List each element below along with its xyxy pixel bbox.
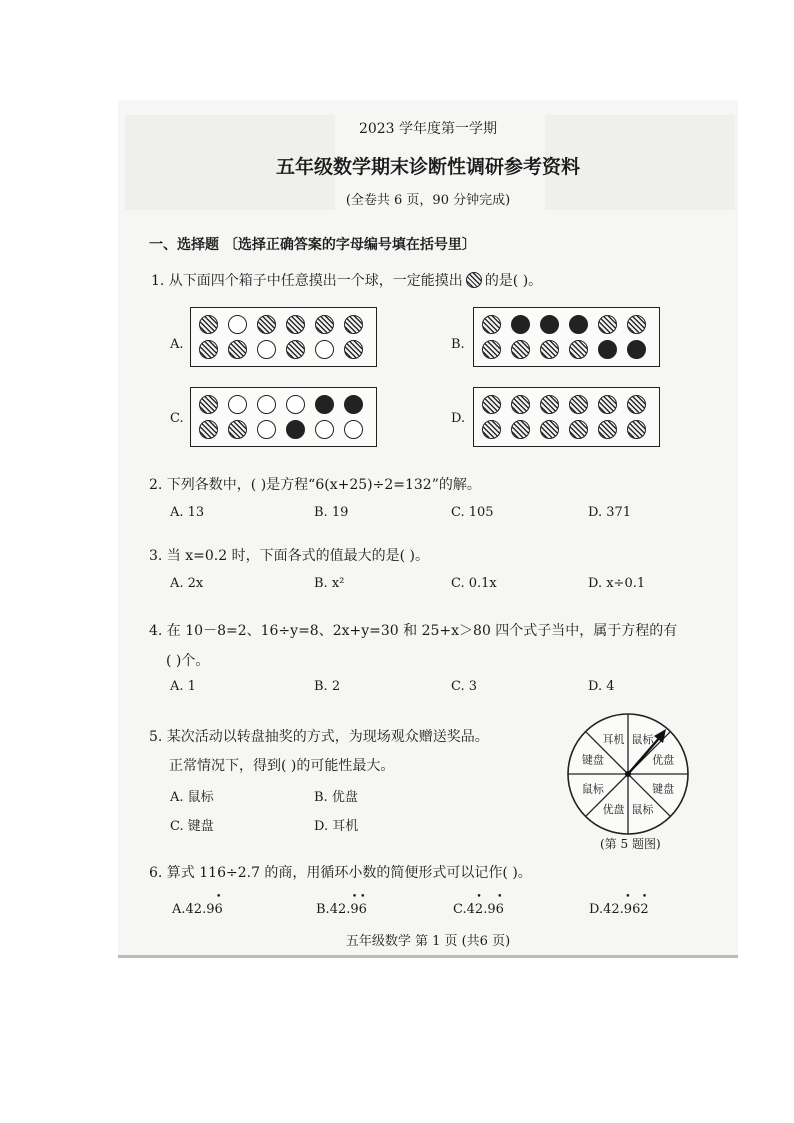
black-ball [315, 395, 334, 414]
q2-option-b: B. 19 [314, 505, 349, 520]
white-ball [228, 395, 247, 414]
striped-ball [257, 315, 276, 334]
striped-ball [228, 420, 247, 439]
repeating-digit: • 6 [214, 902, 222, 917]
q3-option-b: B. x² [314, 576, 345, 591]
black-ball [627, 340, 646, 359]
paper-shadow [118, 955, 738, 958]
striped-ball [344, 315, 363, 334]
page-footer: 五年级数学 第 1 页 (共6 页) [345, 934, 511, 949]
q4-option-c: C. 3 [451, 679, 478, 694]
striped-ball [627, 420, 646, 439]
wheel-hub [625, 771, 631, 777]
digit-group: 42.9 [185, 902, 215, 917]
striped-ball [482, 340, 501, 359]
digit-group: 42. [603, 902, 624, 917]
striped-ball [286, 315, 305, 334]
q6-option [172, 902, 223, 917]
wheel-sector-label: 鼠标 [631, 803, 654, 817]
q5-option-b: B. 优盘 [314, 790, 358, 805]
exam-note: (全卷共 6 页，90 分钟完成) [345, 193, 511, 208]
white-ball [257, 340, 276, 359]
wheel-sector-label: 鼠标 [581, 782, 604, 796]
repeating-digit: • 9 [350, 902, 358, 917]
striped-ball [315, 315, 334, 334]
striped-ball [228, 340, 247, 359]
ball-box [473, 307, 660, 367]
striped-ball [286, 340, 305, 359]
box-label: B. [451, 337, 465, 352]
q3-option-c: C. 0.1x [451, 576, 497, 591]
box-label: A. [170, 337, 184, 352]
q2-option-d: D. 371 [588, 505, 632, 520]
q6-option-letter: B. [316, 902, 330, 917]
striped-ball [482, 420, 501, 439]
striped-ball [344, 340, 363, 359]
striped-ball [482, 395, 501, 414]
question-4-line-2: ( )个。 [166, 653, 210, 669]
q5-option-d: D. 耳机 [314, 819, 359, 834]
white-ball [286, 395, 305, 414]
q6-option [316, 902, 367, 917]
wheel-sector-label: 键盘 [652, 782, 675, 796]
question-5-line-1: 5. 某次活动以转盘抽奖的方式，为现场观众赠送奖品。 [149, 729, 489, 745]
white-ball [315, 340, 334, 359]
striped-ball [511, 340, 530, 359]
striped-ball [540, 395, 559, 414]
digit-group: .9 [483, 902, 496, 917]
striped-ball [627, 315, 646, 334]
striped-ball [511, 395, 530, 414]
page-title: 五年级数学期末诊断性调研参考资料 [275, 156, 580, 178]
repeating-digit: • 2 [475, 902, 483, 917]
ball-box [190, 387, 377, 447]
q5-option-c: C. 键盘 [170, 819, 214, 834]
ball-box [473, 387, 660, 447]
repeating-digit: • 2 [640, 902, 648, 917]
black-ball [598, 340, 617, 359]
white-ball [257, 420, 276, 439]
striped-ball [569, 420, 588, 439]
q2-option-a: A. 13 [170, 505, 205, 520]
striped-ball [598, 395, 617, 414]
question-6: 6. 算式 116÷2.7 的商，用循环小数的简便形式可以记作( )。 [149, 865, 532, 881]
box-label: C. [170, 411, 184, 426]
wheel-sector-label: 耳机 [602, 732, 625, 746]
wheel-sector-label: 键盘 [581, 753, 604, 767]
repeating-digit: • 9 [624, 902, 632, 917]
question-1-text-post: 的是( )。 [484, 273, 543, 289]
repeating-digit: • 6 [496, 902, 504, 917]
q4-option-a: A. 1 [170, 679, 196, 694]
wheel-sector-label: 优盘 [652, 753, 675, 767]
white-ball [257, 395, 276, 414]
striped-ball [540, 340, 559, 359]
striped-ball [482, 315, 501, 334]
digit-group: 4 [466, 902, 475, 917]
striped-ball [199, 420, 218, 439]
prize-wheel [560, 708, 700, 840]
question-2: 2. 下列各数中，( )是方程“6(x+25)÷2=132”的解。 [149, 477, 481, 493]
repeating-digit: • 6 [359, 902, 367, 917]
q6-option [589, 902, 649, 917]
question-5-line-2: 正常情况下，得到( )的可能性最大。 [169, 758, 395, 774]
q6-option-letter: A. [172, 902, 186, 917]
q5-option-a: A. 鼠标 [170, 790, 214, 805]
q6-option [453, 902, 504, 917]
striped-ball [598, 315, 617, 334]
striped-ball [199, 340, 218, 359]
white-ball [315, 420, 334, 439]
digit-group: 6 [632, 902, 641, 917]
black-ball [511, 315, 530, 334]
figure-caption: (第 5 题图) [600, 837, 661, 851]
black-ball [569, 315, 588, 334]
section-title: 一、选择题 〔选择正确答案的字母编号填在括号里〕 [149, 237, 476, 253]
question-1-text-pre: 1. 从下面四个箱子中任意摸出一个球，一定能摸出 [151, 273, 463, 289]
question-4-line-1: 4. 在 10－8=2、16÷y=8、2x+y=30 和 25+x＞80 四个式子当中，属于方程的有 [149, 623, 678, 639]
striped-ball-icon [466, 272, 482, 288]
wheel-sector-label: 优盘 [602, 803, 625, 817]
ball-box [190, 307, 377, 367]
year-term: 2023 学年度第一学期 [358, 121, 498, 137]
black-ball [286, 420, 305, 439]
black-ball [344, 395, 363, 414]
striped-ball [569, 340, 588, 359]
q2-option-c: C. 105 [451, 505, 494, 520]
striped-ball [511, 420, 530, 439]
q3-option-d: D. x÷0.1 [588, 576, 646, 591]
q6-option-letter: D. [589, 902, 604, 917]
striped-ball [569, 395, 588, 414]
box-label: D. [451, 411, 466, 426]
q4-option-b: B. 2 [314, 679, 341, 694]
white-ball [228, 315, 247, 334]
striped-ball [598, 420, 617, 439]
q3-option-a: A. 2x [170, 576, 204, 591]
white-ball [344, 420, 363, 439]
q6-option-letter: C. [453, 902, 467, 917]
digit-group: 42. [329, 902, 351, 917]
striped-ball [199, 315, 218, 334]
wheel-sector-label: 鼠标 [631, 732, 654, 746]
black-ball [540, 315, 559, 334]
striped-ball [540, 420, 559, 439]
q4-option-d: D. 4 [588, 679, 615, 694]
striped-ball [627, 395, 646, 414]
question-3: 3. 当 x=0.2 时，下面各式的值最大的是( )。 [149, 548, 429, 564]
striped-ball [199, 395, 218, 414]
question-1 [151, 270, 542, 290]
